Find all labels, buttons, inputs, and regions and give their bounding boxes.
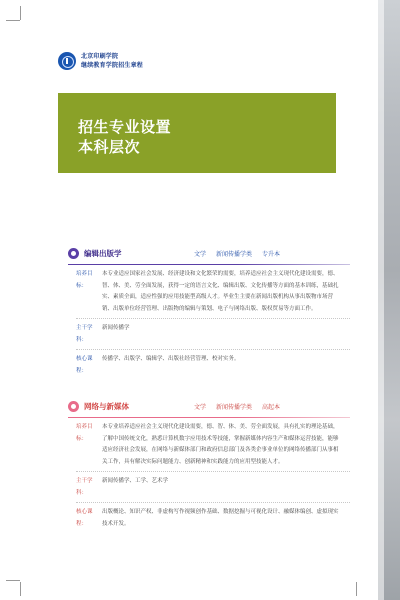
courses-label: 核心课程： (76, 509, 93, 527)
goal-label: 培养目标： (76, 271, 93, 289)
subject-text: 新闻传播学 (102, 325, 130, 331)
courses-row (68, 354, 350, 377)
crop-mark (356, 582, 357, 596)
banner-title-line2: 本科层次 (78, 138, 141, 156)
major-meta (194, 402, 280, 411)
goal-label: 培养目标： (76, 424, 93, 442)
courses-text: 出版概论、知识产权、非虚构写作视频创作基础、数据挖掘与可视化设计、融媒体编创、虚拟现实技术开发。 (102, 509, 339, 527)
subject-row (68, 476, 350, 499)
major-section-editing-publishing (68, 246, 350, 377)
org-name: 北京印刷学院 (81, 53, 119, 60)
header-text (81, 52, 143, 70)
section-divider (68, 264, 350, 265)
section-divider (68, 417, 350, 418)
crop-mark (6, 20, 20, 21)
major-category: 新闻传播学类 (216, 250, 253, 258)
goal-text: 本专业适应国家社会发展、经济建设和文化繁荣的需要，培养适应社会主义现代化建设需要，德、智、体、美、劳全面发展，获得一定的语言文化、编辑出版、文化传播等方面的基本训练，基础扎实、素质全面，适应性强的应用技能型高级人才。毕业生主要在新闻出版机构从事出版物市场营销、出版单位经营管理、出版物的编辑与策划、电子与网络出版、版权贸易等方面工作。 (102, 271, 339, 312)
goal-row (68, 269, 350, 315)
major-discipline: 文学 (194, 250, 207, 258)
school-logo-icon (58, 52, 76, 70)
bullet-icon (68, 248, 79, 259)
subject-label: 主干学科： (76, 478, 93, 496)
major-name: 网络与新媒体 (84, 401, 129, 411)
bullet-icon (68, 401, 79, 412)
dotted-divider (76, 349, 350, 350)
banner-title-line1: 招生专业设置 (78, 118, 172, 136)
banner-title (78, 117, 171, 157)
doc-name: 继续教育学院招生章程 (81, 62, 144, 69)
dotted-divider (76, 318, 350, 319)
major-section-new-media (68, 399, 350, 530)
subject-text: 新闻传播学、工学、艺术学 (102, 478, 169, 484)
goal-text: 本专业培养适应社会主义现代化建设需要，德、智、体、美、劳全面发展，具有扎实的理论基础，了解中国传统文化，熟悉计算机数字应用技术等技能，掌握新媒体内容生产和媒体运营技能，能够适应经济社会发展，在网络与新媒体部门和政府信息部门及各类企事业单位的网络传播部门从事相关工作，具有解决实际问题能力、创新精神和实践能力的应用型技能人才。 (102, 424, 339, 465)
major-header (68, 399, 350, 413)
major-level: 专升本 (262, 250, 281, 258)
major-meta (194, 249, 280, 258)
crop-mark (20, 582, 21, 596)
courses-text: 传播学、出版学、编辑学、出版社经营管理、校对实务。 (102, 356, 240, 362)
major-category: 新闻传播学类 (216, 403, 253, 411)
crop-mark (6, 580, 20, 581)
dotted-divider (76, 471, 350, 472)
courses-row (68, 507, 350, 530)
subject-label: 主干学科： (76, 325, 93, 343)
subject-row (68, 323, 350, 346)
dotted-divider (76, 502, 350, 503)
crop-mark (20, 6, 21, 20)
title-banner (58, 93, 336, 173)
edge-photo (378, 0, 400, 600)
courses-label: 核心课程： (76, 356, 93, 374)
goal-row (68, 422, 350, 468)
major-header (68, 246, 350, 260)
major-name: 编辑出版学 (84, 248, 122, 258)
page-header (58, 52, 143, 70)
major-discipline: 文学 (194, 403, 207, 411)
major-level: 高起本 (262, 403, 281, 411)
